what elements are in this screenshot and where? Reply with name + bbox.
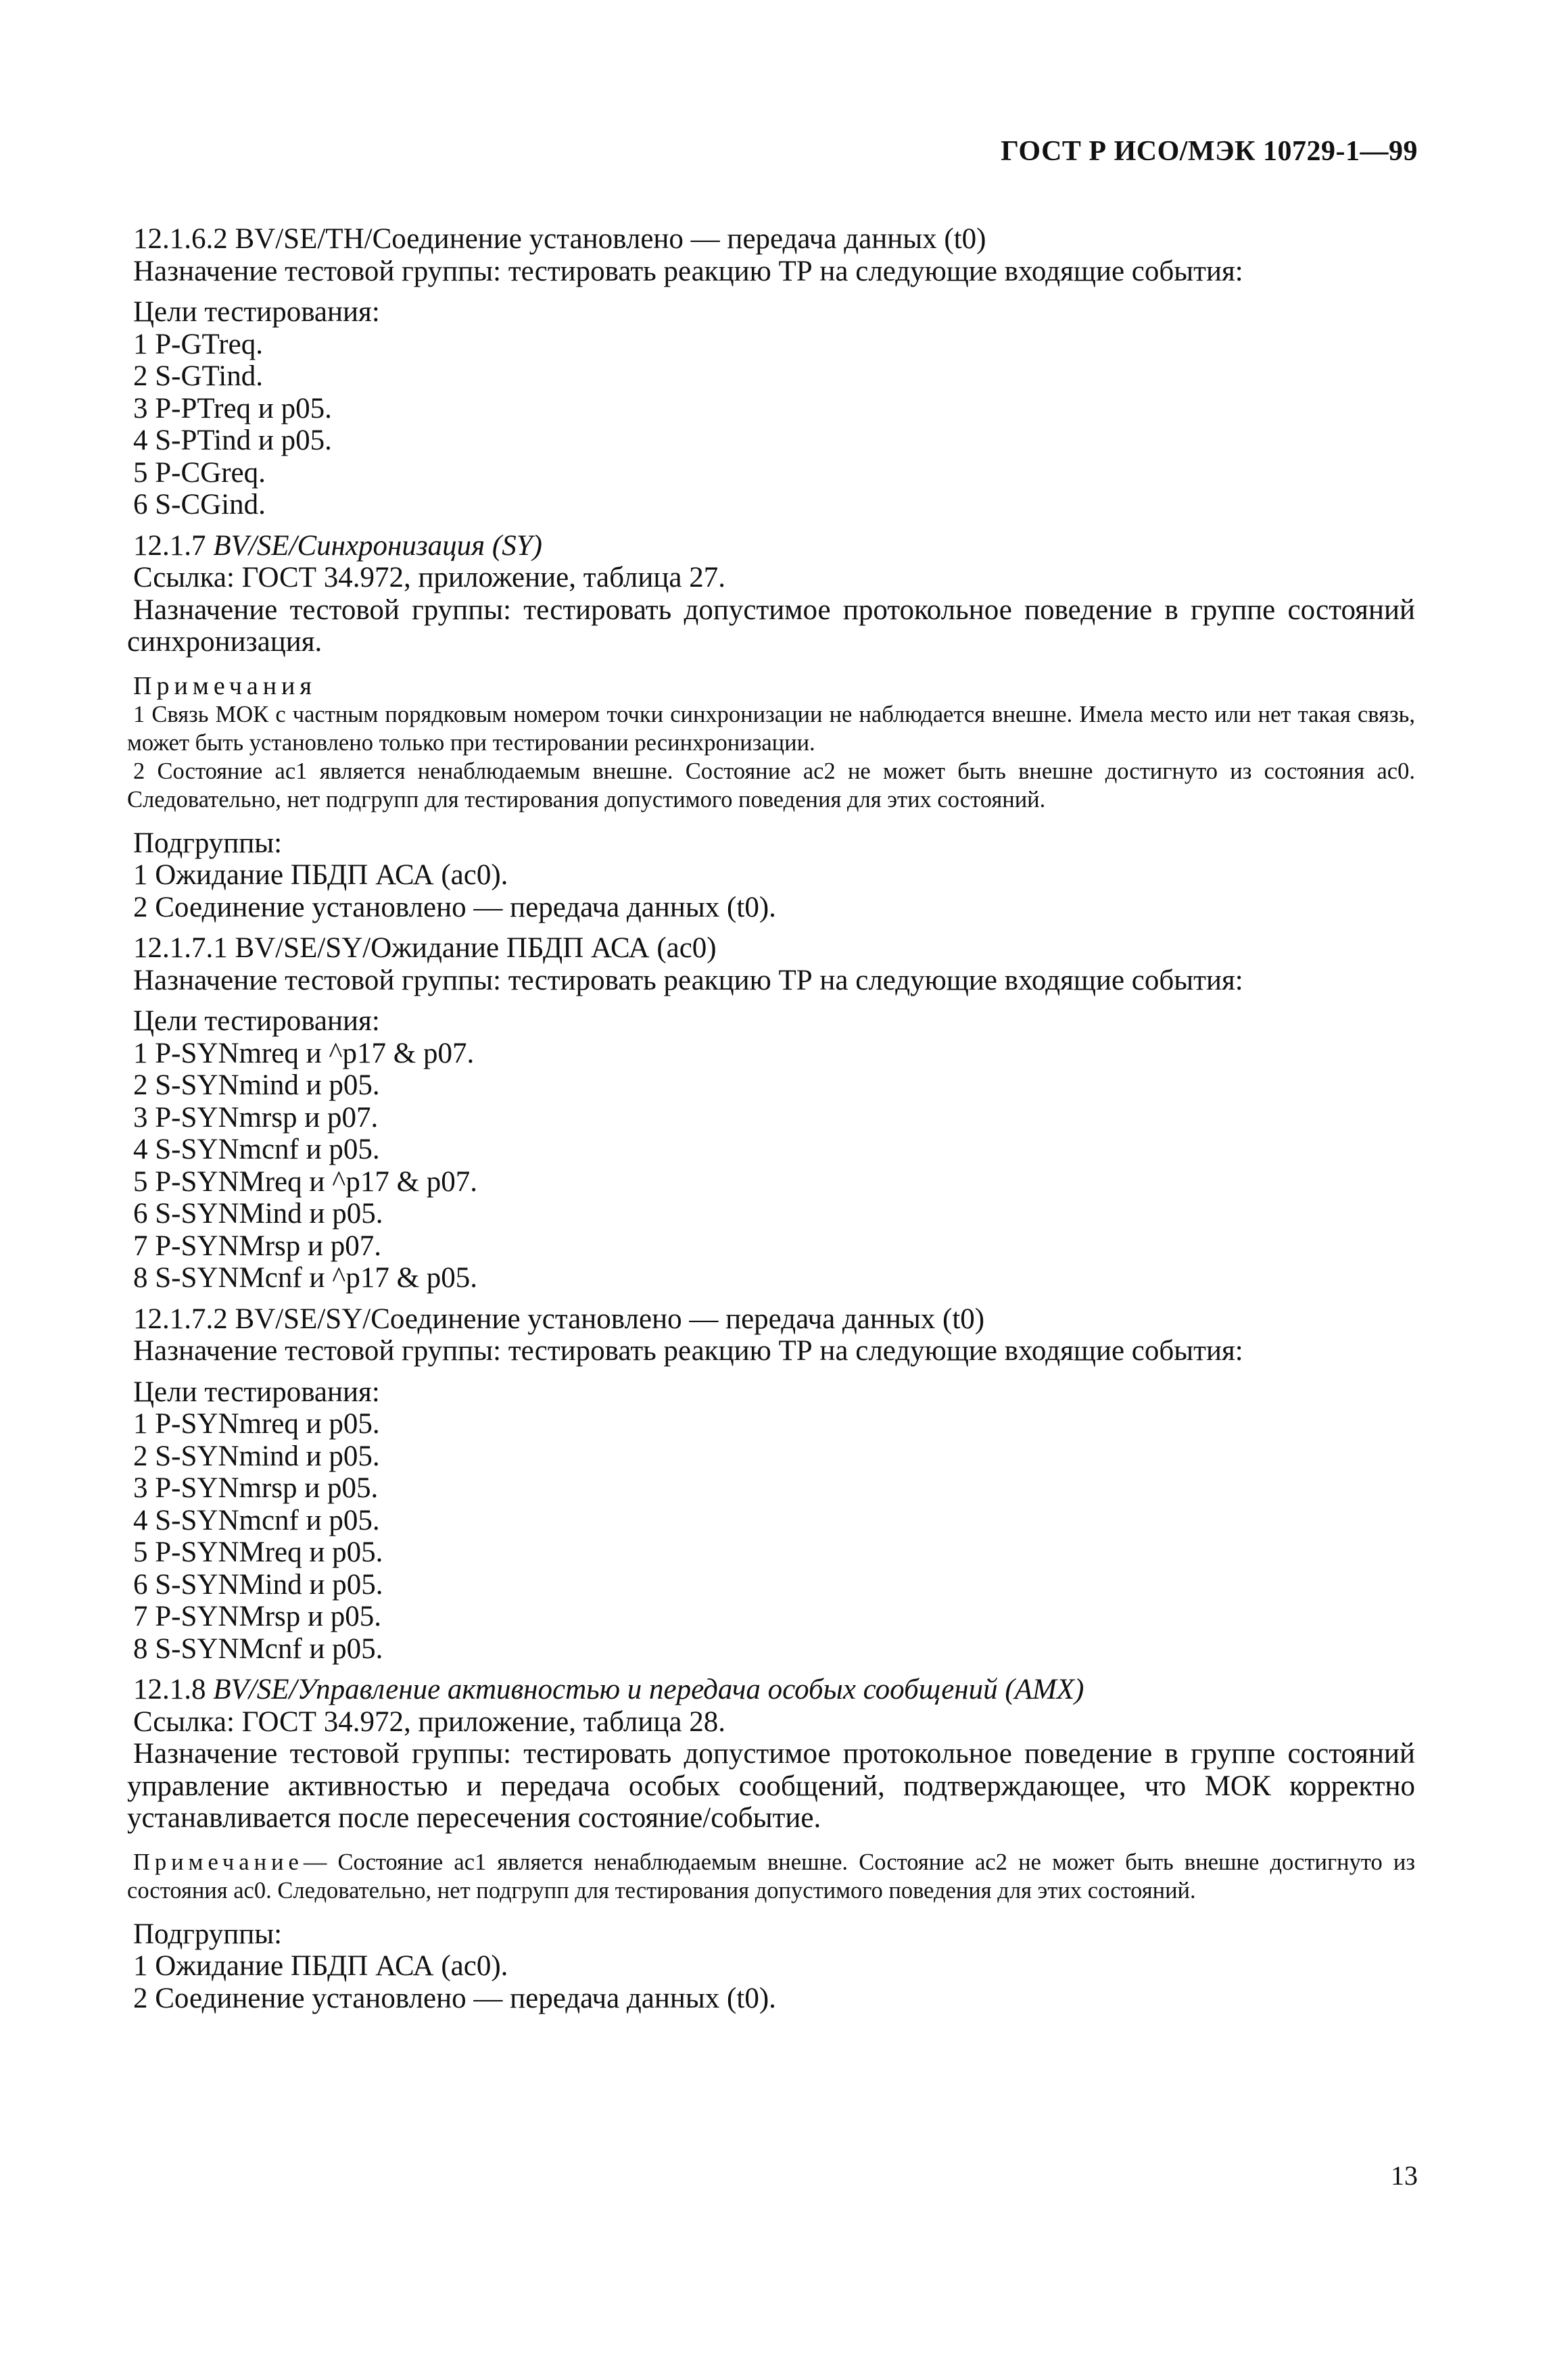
standard-code-header: ГОСТ Р ИСО/МЭК 10729-1—99 — [1001, 136, 1418, 167]
list-item: 3 P-SYNmrsp и p07. — [133, 1101, 379, 1134]
subgroups-label: Подгруппы: — [133, 827, 283, 859]
list-item: 1 P-SYNmreq и ^p17 & p07. — [133, 1037, 475, 1069]
list-item: 3 P-SYNmrsp и p05. — [133, 1472, 379, 1504]
note-item: 2 Состояние ac1 является ненаблюдаемым внешне. Состояние ac2 не может быть внешне достигнуто из состояния ac0. Следовательно, нет подгрупп для тестирования допустимого поведения для этих состояний. — [127, 758, 1415, 812]
test-group-purpose: Назначение тестовой группы: тестировать реакцию ТР на следующие входящие события: — [133, 255, 1243, 287]
section-heading — [127, 1674, 1415, 1706]
list-item: 4 S-SYNmcnf и p05. — [133, 1504, 380, 1536]
list-item: 5 P-SYNMreq и p05. — [133, 1536, 383, 1568]
list-item: 1 Ожидание ПБДП АСА (ac0). — [133, 1950, 508, 1982]
section-heading — [127, 530, 1415, 562]
list-item: 2 S-SYNmind и p05. — [133, 1069, 380, 1101]
section-number: 12.1.7 — [133, 529, 206, 562]
section-heading: 12.1.6.2 BV/SE/TH/Соединение установлено — передача данных (t0) — [133, 223, 986, 255]
note-text: — Состояние ac1 является ненаблюдаемым внешне. Состояние ac2 не может быть внешне достигнуто из состояния ac0. Следовательно, нет подгрупп для тестирования допустимого поведения для этих состояний. — [127, 1849, 1415, 1903]
objectives-label: Цели тестирования: — [133, 296, 380, 328]
section-12-1-7-1 — [127, 932, 1415, 1294]
reference-line: Ссылка: ГОСТ 34.972, приложение, таблица 27. — [133, 562, 725, 593]
objectives-label: Цели тестирования: — [133, 1005, 380, 1037]
section-number: 12.1.8 — [133, 1674, 206, 1705]
section-12-1-8 — [127, 1674, 1415, 2014]
test-group-purpose: Назначение тестовой группы: тестировать допустимое протокольное поведение в группе состояний синхронизация. — [127, 593, 1415, 658]
note-item: 1 Связь МОК с частным порядковым номером точки синхронизации не наблюдается внешне. Имела место или нет такая связь, может быть установлено только при тестировании ресинхронизации. — [127, 701, 1415, 756]
section-title: BV/SE/Управление активностью и передача особых сообщений (AMX) — [213, 1674, 1084, 1705]
note-label: Примечание — [133, 1849, 304, 1875]
list-item: 2 S-GTind. — [133, 360, 263, 392]
subgroups-label: Подгруппы: — [133, 1918, 283, 1950]
section-heading: 12.1.7.2 BV/SE/SY/Соединение установлено — передача данных (t0) — [133, 1303, 985, 1335]
list-item: 7 P-SYNMrsp и p07. — [133, 1230, 382, 1262]
list-item: 6 S-CGind. — [133, 489, 266, 520]
note-paragraph — [127, 1848, 1415, 1905]
test-group-purpose: Назначение тестовой группы: тестировать реакцию ТР на следующие входящие события: — [133, 964, 1243, 996]
list-item: 4 S-SYNmcnf и p05. — [133, 1134, 380, 1165]
test-group-purpose: Назначение тестовой группы: тестировать допустимое протокольное поведение в группе состояний управление активностью и передача особых сообщений, подтверждающее, что МОК корректно устанавливается после пересечения состояние/событие. — [127, 1738, 1415, 1834]
page-number: 13 — [1391, 2160, 1418, 2191]
objectives-label: Цели тестирования: — [133, 1376, 380, 1408]
list-item: 6 S-SYNMind и p05. — [133, 1568, 383, 1601]
section-heading: 12.1.7.1 BV/SE/SY/Ожидание ПБДП АСА (ac0) — [133, 932, 717, 964]
list-item: 8 S-SYNMcnf и ^p17 & p05. — [133, 1262, 478, 1294]
notes-block — [127, 672, 1415, 814]
section-12-1-7 — [127, 530, 1415, 924]
list-item: 3 P-PTreq и p05. — [133, 392, 332, 424]
list-item: 1 P-GTreq. — [133, 328, 263, 360]
page-content — [127, 223, 1415, 2014]
list-item: 5 P-CGreq. — [133, 456, 266, 489]
list-item: 2 Соединение установлено — передача данных (t0). — [133, 891, 776, 923]
list-item: 5 P-SYNMreq и ^p17 & p07. — [133, 1165, 478, 1198]
list-item: 1 P-SYNmreq и p05. — [133, 1408, 380, 1440]
list-item: 7 P-SYNMrsp и p05. — [133, 1601, 382, 1632]
list-item: 2 S-SYNmind и p05. — [133, 1440, 380, 1472]
section-title: BV/SE/Синхронизация (SY) — [213, 529, 542, 562]
list-item: 8 S-SYNMcnf и p05. — [133, 1632, 383, 1665]
list-item: 4 S-PTind и p05. — [133, 424, 332, 456]
reference-line: Ссылка: ГОСТ 34.972, приложение, таблица 28. — [133, 1705, 725, 1738]
list-item: 2 Соединение установлено — передача данных (t0). — [133, 1982, 776, 2014]
section-12-1-6-2 — [127, 223, 1415, 521]
section-12-1-7-2 — [127, 1303, 1415, 1666]
list-item: 1 Ожидание ПБДП АСА (ac0). — [133, 859, 508, 891]
list-item: 6 S-SYNMind и p05. — [133, 1198, 383, 1230]
test-group-purpose: Назначение тестовой группы: тестировать реакцию ТР на следующие входящие события: — [133, 1335, 1243, 1367]
notes-label: Примечания — [133, 671, 316, 700]
